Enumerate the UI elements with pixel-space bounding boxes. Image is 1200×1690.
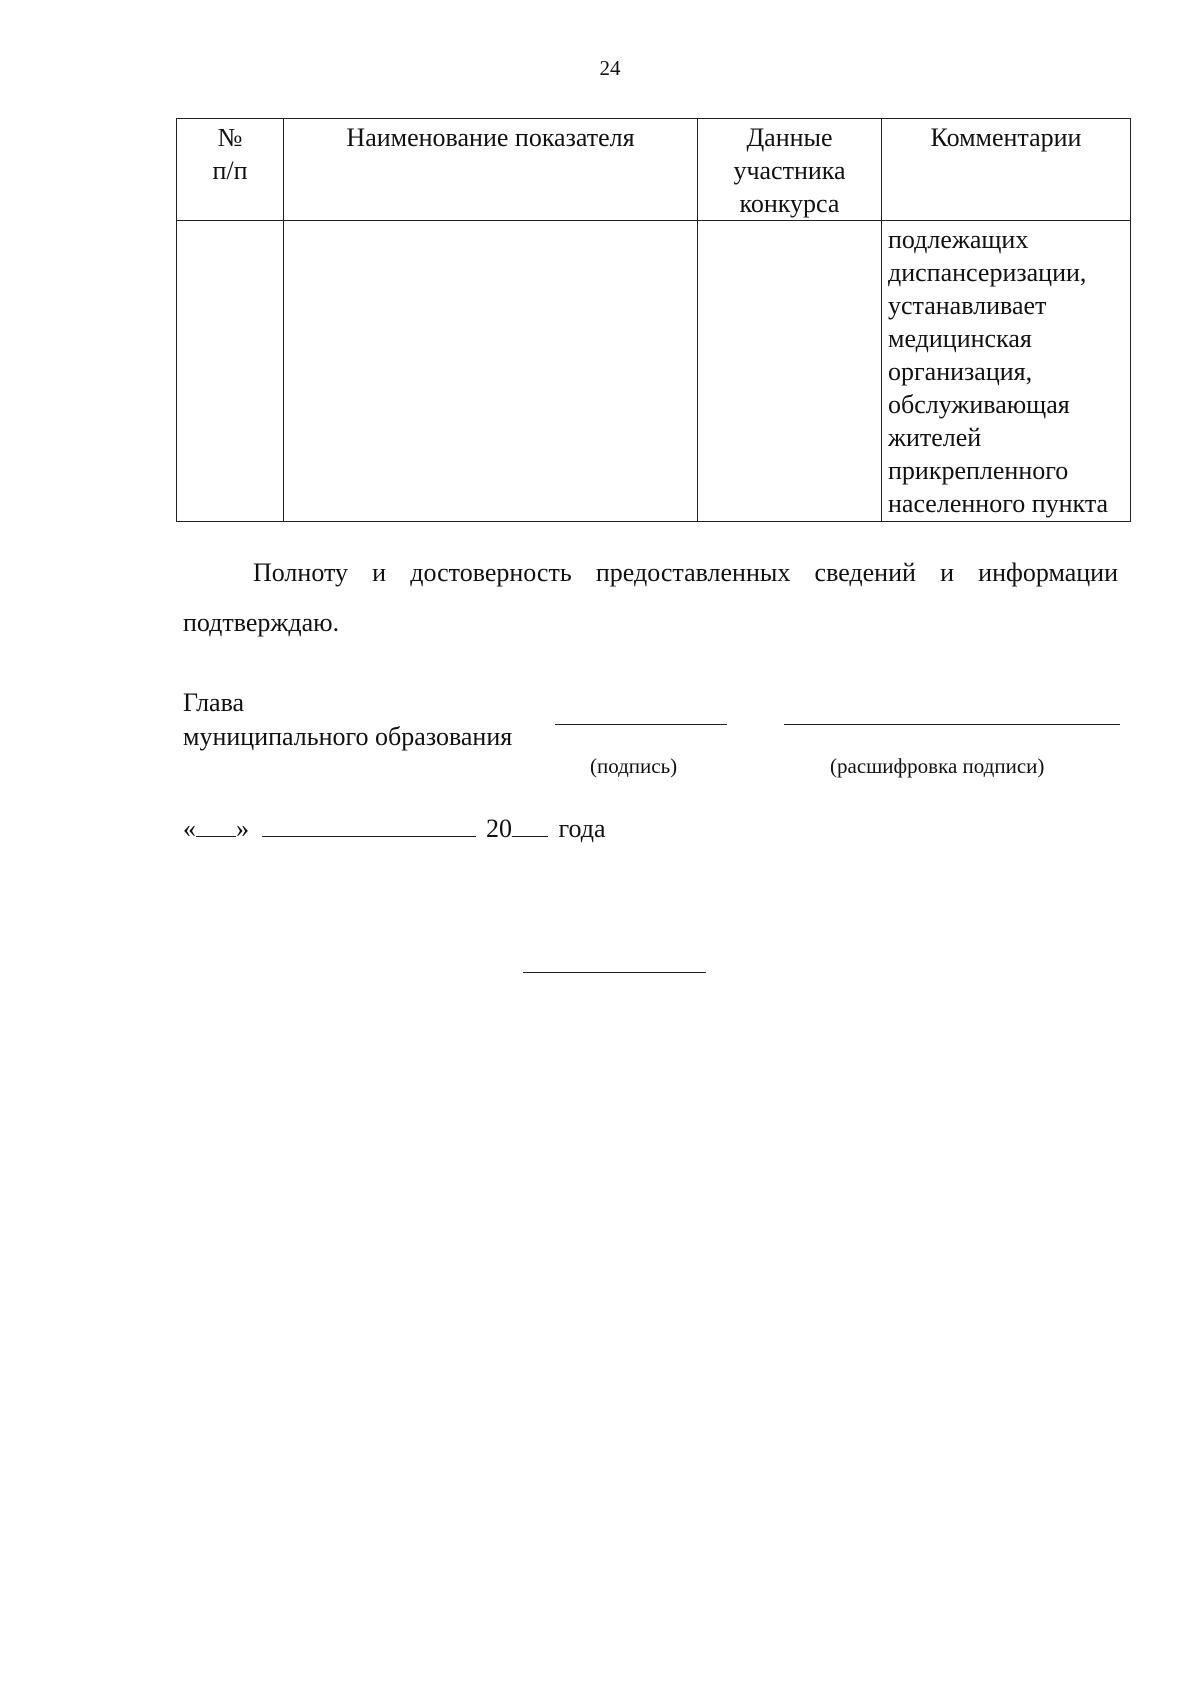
signatory-title-line1: Глава <box>183 688 245 717</box>
date-close-quote: » <box>236 814 249 843</box>
confirmation-paragraph: Полноту и достоверность предоставленных сведений и информации подтверждаю. <box>183 558 1118 637</box>
table-row <box>177 221 1131 522</box>
header-num: № п/п <box>177 119 284 221</box>
header-participant-data: Данные участника конкурса <box>698 119 882 221</box>
year-suffix: года <box>558 814 606 843</box>
signature-caption: (подпись) <box>590 754 678 778</box>
signature-decoding-field[interactable] <box>784 724 1120 725</box>
day-field[interactable] <box>196 814 236 837</box>
date-line <box>183 814 606 844</box>
table-header-row <box>177 119 1131 221</box>
cell-participant-data <box>698 221 882 522</box>
signature-field[interactable] <box>555 724 727 725</box>
cell-indicator-name <box>284 221 698 522</box>
header-comments: Комментарии <box>882 119 1131 221</box>
signatory-title-line2: муниципального образования <box>183 722 513 751</box>
date-open-quote: « <box>183 814 196 843</box>
year-prefix: 20 <box>486 814 512 843</box>
cell-num <box>177 221 284 522</box>
year-field[interactable] <box>512 814 548 837</box>
indicators-table <box>176 118 1131 522</box>
header-indicator-name: Наименование показателя <box>284 119 698 221</box>
month-field[interactable] <box>262 814 476 837</box>
cell-comment: подлежащих диспансеризации, устанавливает медицинская организация, обслуживающая жителей прикрепленного населенного пункта <box>882 221 1131 522</box>
end-divider <box>523 972 706 973</box>
decoding-caption: (расшифровка подписи) <box>830 754 1045 778</box>
signatory-title <box>183 686 512 754</box>
page-number: 24 <box>599 56 621 80</box>
